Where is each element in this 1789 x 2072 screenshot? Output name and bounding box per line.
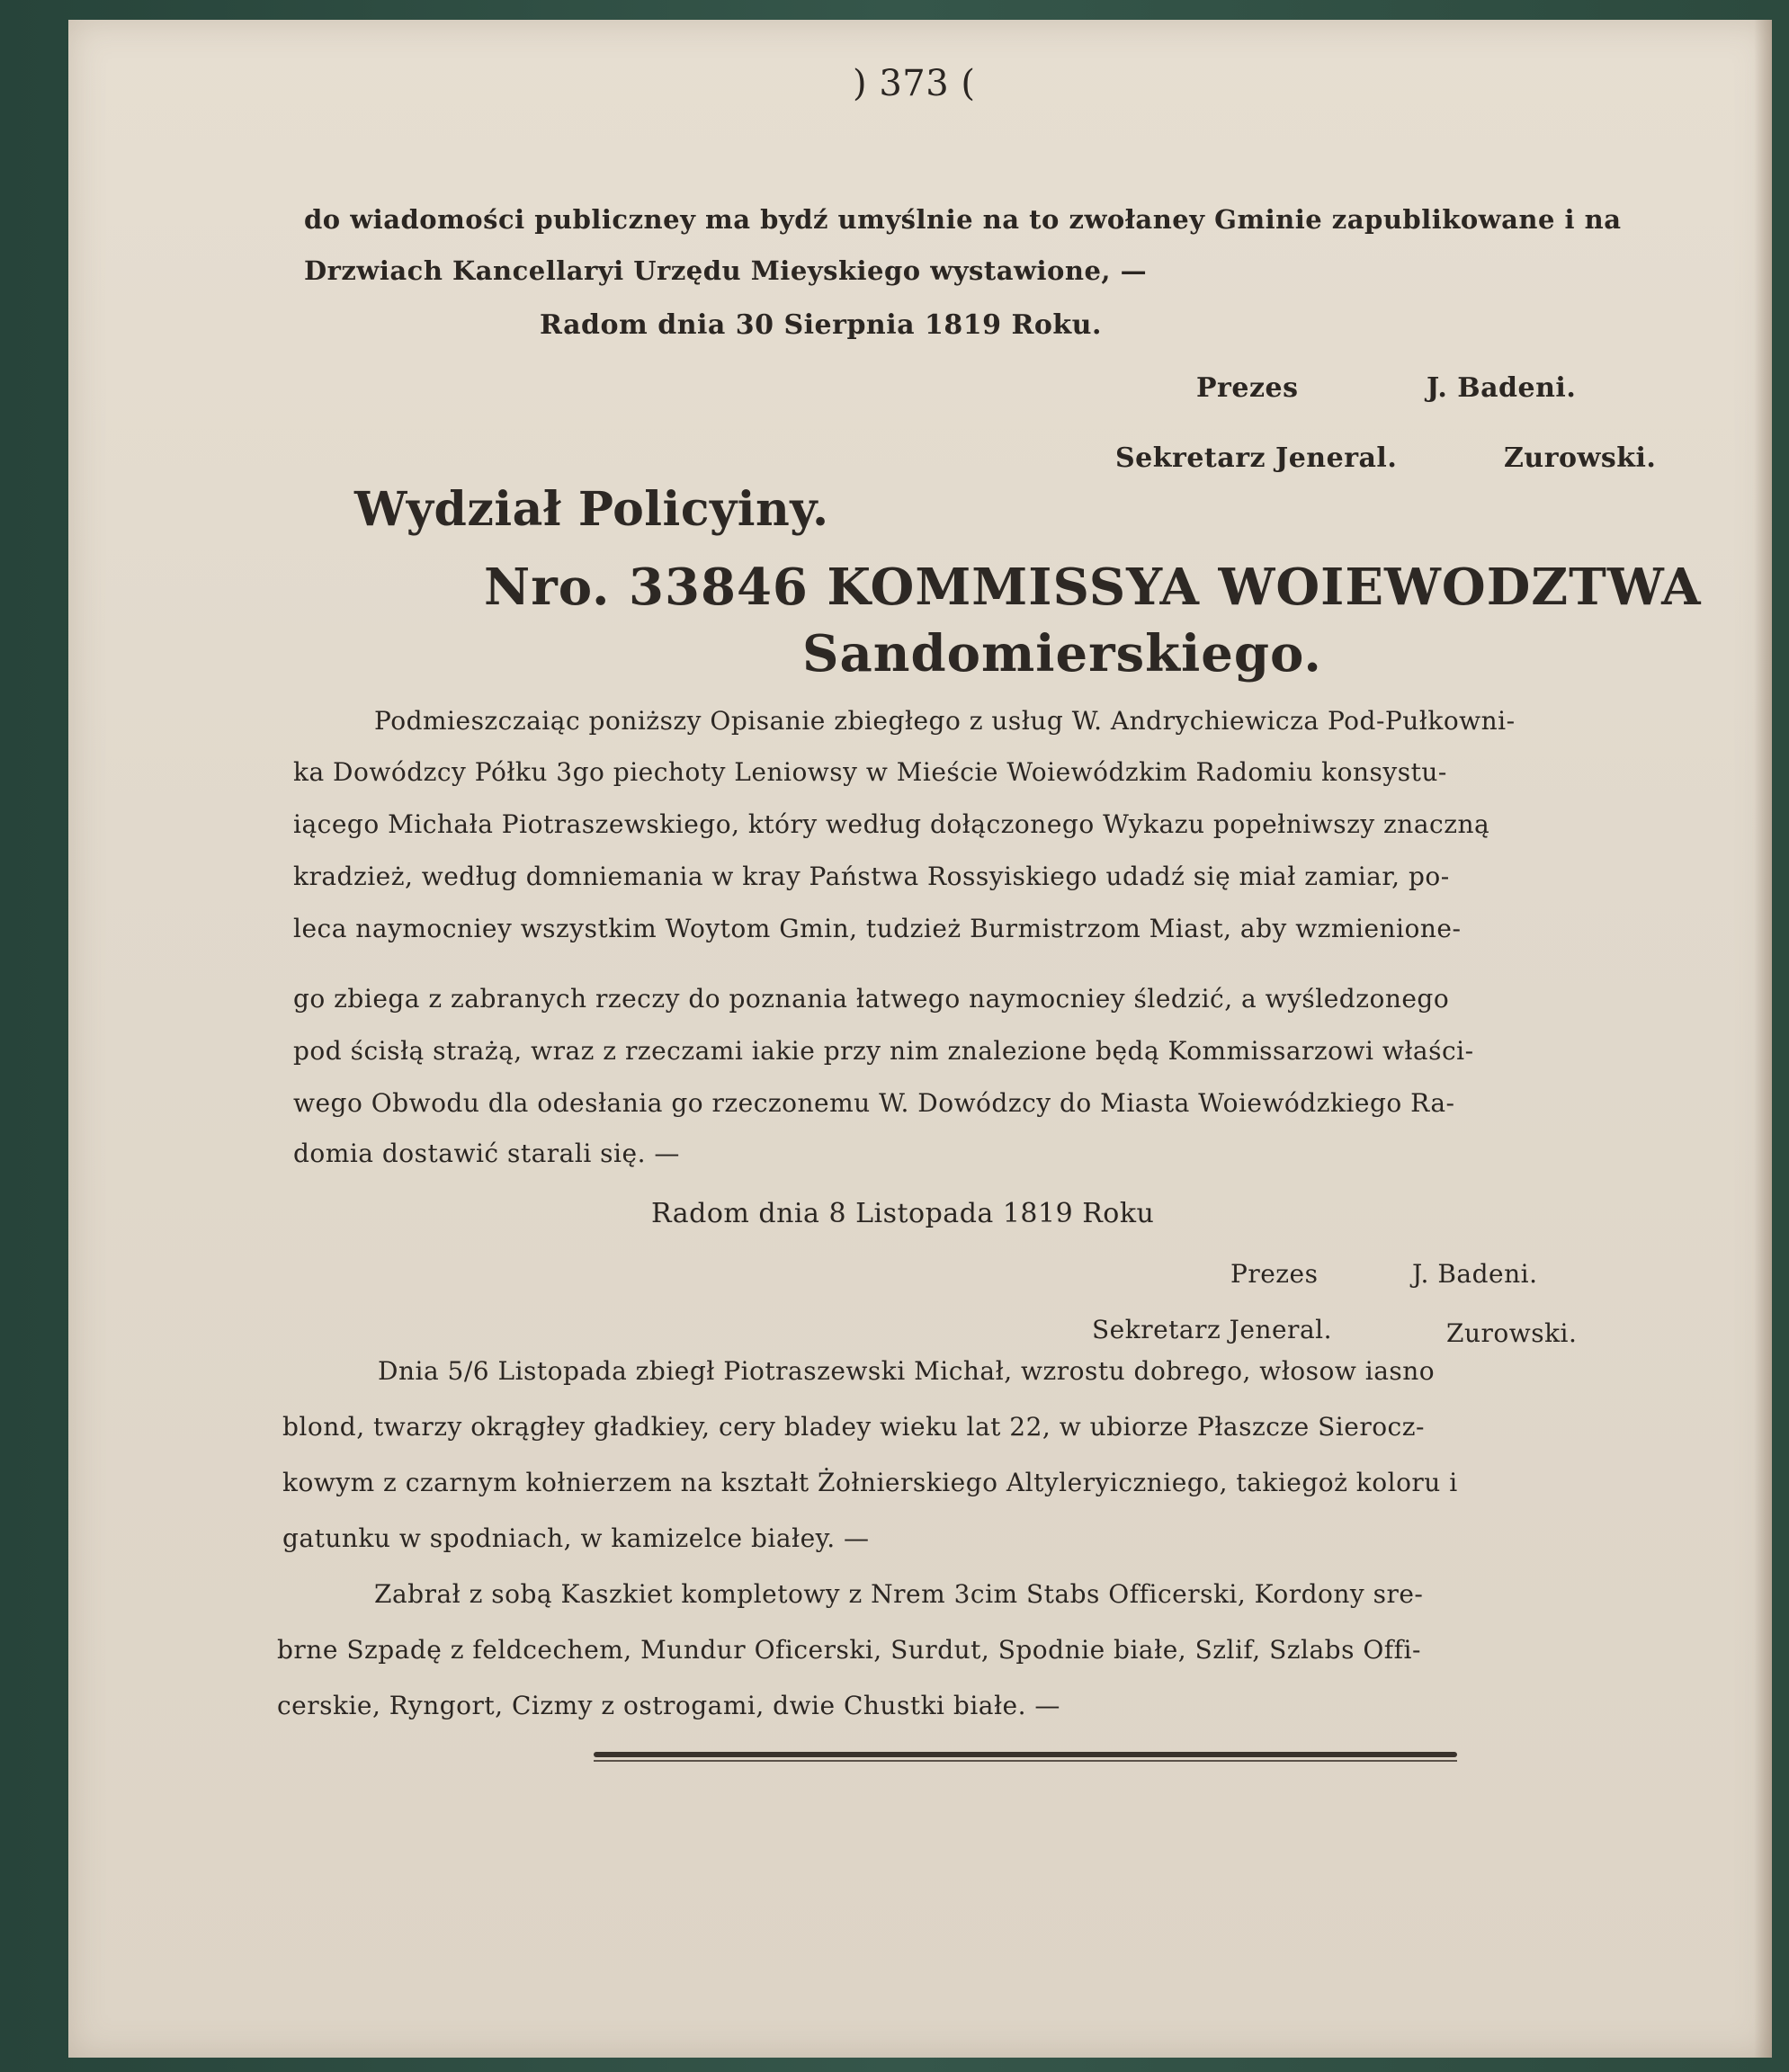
- paragraph-1-line-1: Podmieszczaiąc poniższy Opisanie zbiegłego z usług W. Andrychiewicza Pod-Pułkowni-: [374, 706, 1516, 736]
- paragraph-1-line-7: pod ścisłą strażą, wraz z rzeczami iakie przy nim znalezione będą Kommissarzowi właści-: [293, 1036, 1474, 1066]
- signature-2-name-2: Zurowski.: [1446, 1318, 1578, 1348]
- paragraph-1-line-4: kradzież, według domniemania w kray Państwa Rossyiskiego udadź się miał zamiar, po-: [293, 862, 1450, 891]
- decree-subheading: Sandomierskiego.: [802, 624, 1322, 683]
- paragraph-1-line-2: ka Dowódzcy Półku 3go piechoty Leniowsy w Mieście Woiewódzkim Radomiu konsystu-: [293, 757, 1447, 787]
- intro-line-1: do wiadomości publiczney ma bydź umyślnie na to zwołaney Gminie zapublikowane i na: [304, 204, 1622, 235]
- signature-2-title-1: Prezes: [1230, 1259, 1319, 1289]
- paragraph-3-line-1: Zabrał z sobą Kaszkiet kompletowy z Nrem 3cim Stabs Officerski, Kordony sre-: [374, 1579, 1424, 1609]
- paragraph-2-line-1: Dnia 5/6 Listopada zbiegł Piotraszewski Michał, wzrostu dobrego, włosow iasno: [378, 1356, 1436, 1386]
- paragraph-2-line-3: kowym z czarnym kołnierzem na kształt Żołnierskiego Altyleryiczniego, takiegoż koloru i: [282, 1468, 1458, 1497]
- paragraph-1-line-3: iącego Michała Piotraszewskiego, który według dołączonego Wykazu popełniwszy znaczną: [293, 809, 1490, 839]
- paragraph-3-line-3: cerskie, Ryngort, Cizmy z ostrogami, dwie Chustki białe. —: [277, 1691, 1060, 1720]
- signature-1-name-1: J. Badeni.: [1427, 372, 1577, 404]
- signature-2-name-1: J. Badeni.: [1412, 1259, 1538, 1289]
- paragraph-1-line-9: domia dostawić starali się. —: [293, 1139, 680, 1168]
- signature-1-title-1: Prezes: [1196, 372, 1299, 404]
- date-2: Radom dnia 8 Listopada 1819 Roku: [651, 1198, 1155, 1229]
- document-page: [68, 20, 1772, 2058]
- paragraph-1-line-5: leca naymocniey wszystkim Woytom Gmin, tudzież Burmistrzom Miast, aby wzmienione-: [293, 914, 1462, 943]
- page-number: ) 373 (: [853, 63, 976, 104]
- paragraph-2-line-2: blond, twarzy okrągłey gładkiey, cery bladey wieku lat 22, w ubiorze Płaszcze Sierocz-: [282, 1412, 1425, 1442]
- horizontal-rule-underline: [594, 1760, 1457, 1762]
- paragraph-3-line-2: brne Szpadę z feldcechem, Mundur Oficerski, Surdut, Spodnie białe, Szlif, Szlabs Offi-: [277, 1635, 1421, 1665]
- signature-2-title-2: Sekretarz Jeneral.: [1092, 1315, 1332, 1344]
- page-edge-shadow: [1754, 20, 1772, 2058]
- intro-line-2: Drzwiach Kancellaryi Urzędu Mieyskiego wystawione, —: [304, 255, 1148, 286]
- paragraph-2-line-4: gatunku w spodniach, w kamizelce białey. —: [282, 1523, 870, 1553]
- paragraph-1-line-8: wego Obwodu dla odesłania go rzeczonemu W. Dowódzcy do Miasta Woiewódzkiego Ra-: [293, 1088, 1455, 1118]
- signature-1-name-2: Zurowski.: [1504, 442, 1657, 474]
- paragraph-1-line-6: go zbiega z zabranych rzeczy do poznania łatwego naymocniey śledzić, a wyśledzonego: [293, 984, 1450, 1014]
- decree-heading: Nro. 33846 KOMMISSYA WOIEWODZTWA: [484, 558, 1702, 617]
- intro-date: Radom dnia 30 Sierpnia 1819 Roku.: [540, 309, 1102, 341]
- signature-1-title-2: Sekretarz Jeneral.: [1115, 442, 1398, 474]
- section-heading: Wydział Policyiny.: [354, 482, 829, 537]
- horizontal-rule: [594, 1752, 1457, 1757]
